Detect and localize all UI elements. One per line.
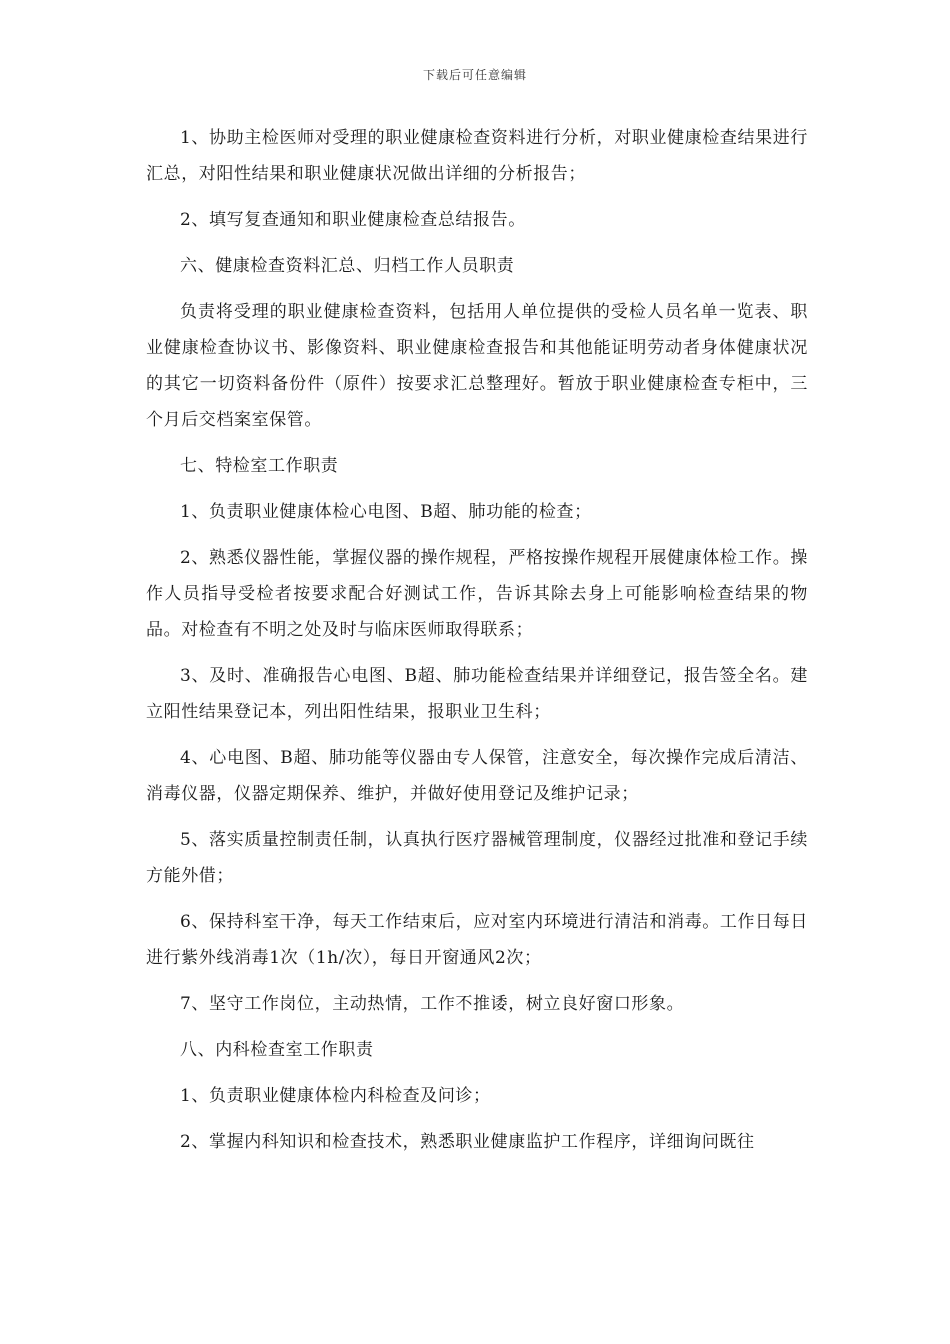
section-heading-7: 七、特检室工作职责 — [180, 456, 339, 476]
paragraph-internal-1: 1、负责职业健康体检内科检查及问诊； — [180, 1086, 491, 1106]
section-heading-6: 六、健康检查资料汇总、归档工作人员职责 — [180, 256, 515, 276]
paragraph-2: 2、填写复查通知和职业健康检查总结报告。 — [180, 210, 526, 230]
paragraph-1: 1、协助主检医师对受理的职业健康检查资料进行分析，对职业健康检查结果进行汇总，对阳性结果和职业健康状况做出详细的分析报告； — [146, 128, 808, 184]
paragraph-internal-2: 2、掌握内科知识和检查技术，熟悉职业健康监护工作程序，详细询问既往 — [180, 1132, 755, 1152]
paragraph-special-6: 6、保持科室干净，每天工作结束后，应对室内环境进行清洁和消毒。工作日每日进行紫外线消毒1次（1h/次），每日开窗通风2次； — [146, 912, 808, 968]
page-header: 下载后可任意编辑 — [422, 68, 527, 82]
paragraph-special-3: 3、及时、准确报告心电图、B超、肺功能检查结果并详细登记，报告签全名。建立阳性结果登记本，列出阳性结果，报职业卫生科； — [146, 666, 808, 722]
section-heading-8: 八、内科检查室工作职责 — [180, 1040, 374, 1060]
paragraph-special-2: 2、熟悉仪器性能，掌握仪器的操作规程，严格按操作规程开展健康体检工作。操作人员指导受检者按要求配合好测试工作，告诉其除去身上可能影响检查结果的物品。对检查有不明之处及时与临床医师取得联系； — [146, 548, 808, 640]
paragraph-special-4: 4、心电图、B超、肺功能等仪器由专人保管，注意安全，每次操作完成后清洁、消毒仪器，仪器定期保养、维护，并做好使用登记及维护记录； — [146, 748, 808, 804]
paragraph-special-1: 1、负责职业健康体检心电图、B超、肺功能的检查； — [180, 502, 592, 522]
paragraph-special-7: 7、坚守工作岗位，主动热情，工作不推诿，树立良好窗口形象。 — [180, 994, 685, 1014]
paragraph-archive-duty: 负责将受理的职业健康检查资料，包括用人单位提供的受检人员名单一览表、职业健康检查协议书、影像资料、职业健康检查报告和其他能证明劳动者身体健康状况的其它一切资料备份件（原件）按要求汇总整理好。暂放于职业健康检查专柜中，三个月后交档案室保管。 — [146, 302, 808, 430]
paragraph-special-5: 5、落实质量控制责任制，认真执行医疗器械管理制度，仪器经过批准和登记手续方能外借； — [146, 830, 808, 886]
document-body — [146, 120, 808, 1170]
